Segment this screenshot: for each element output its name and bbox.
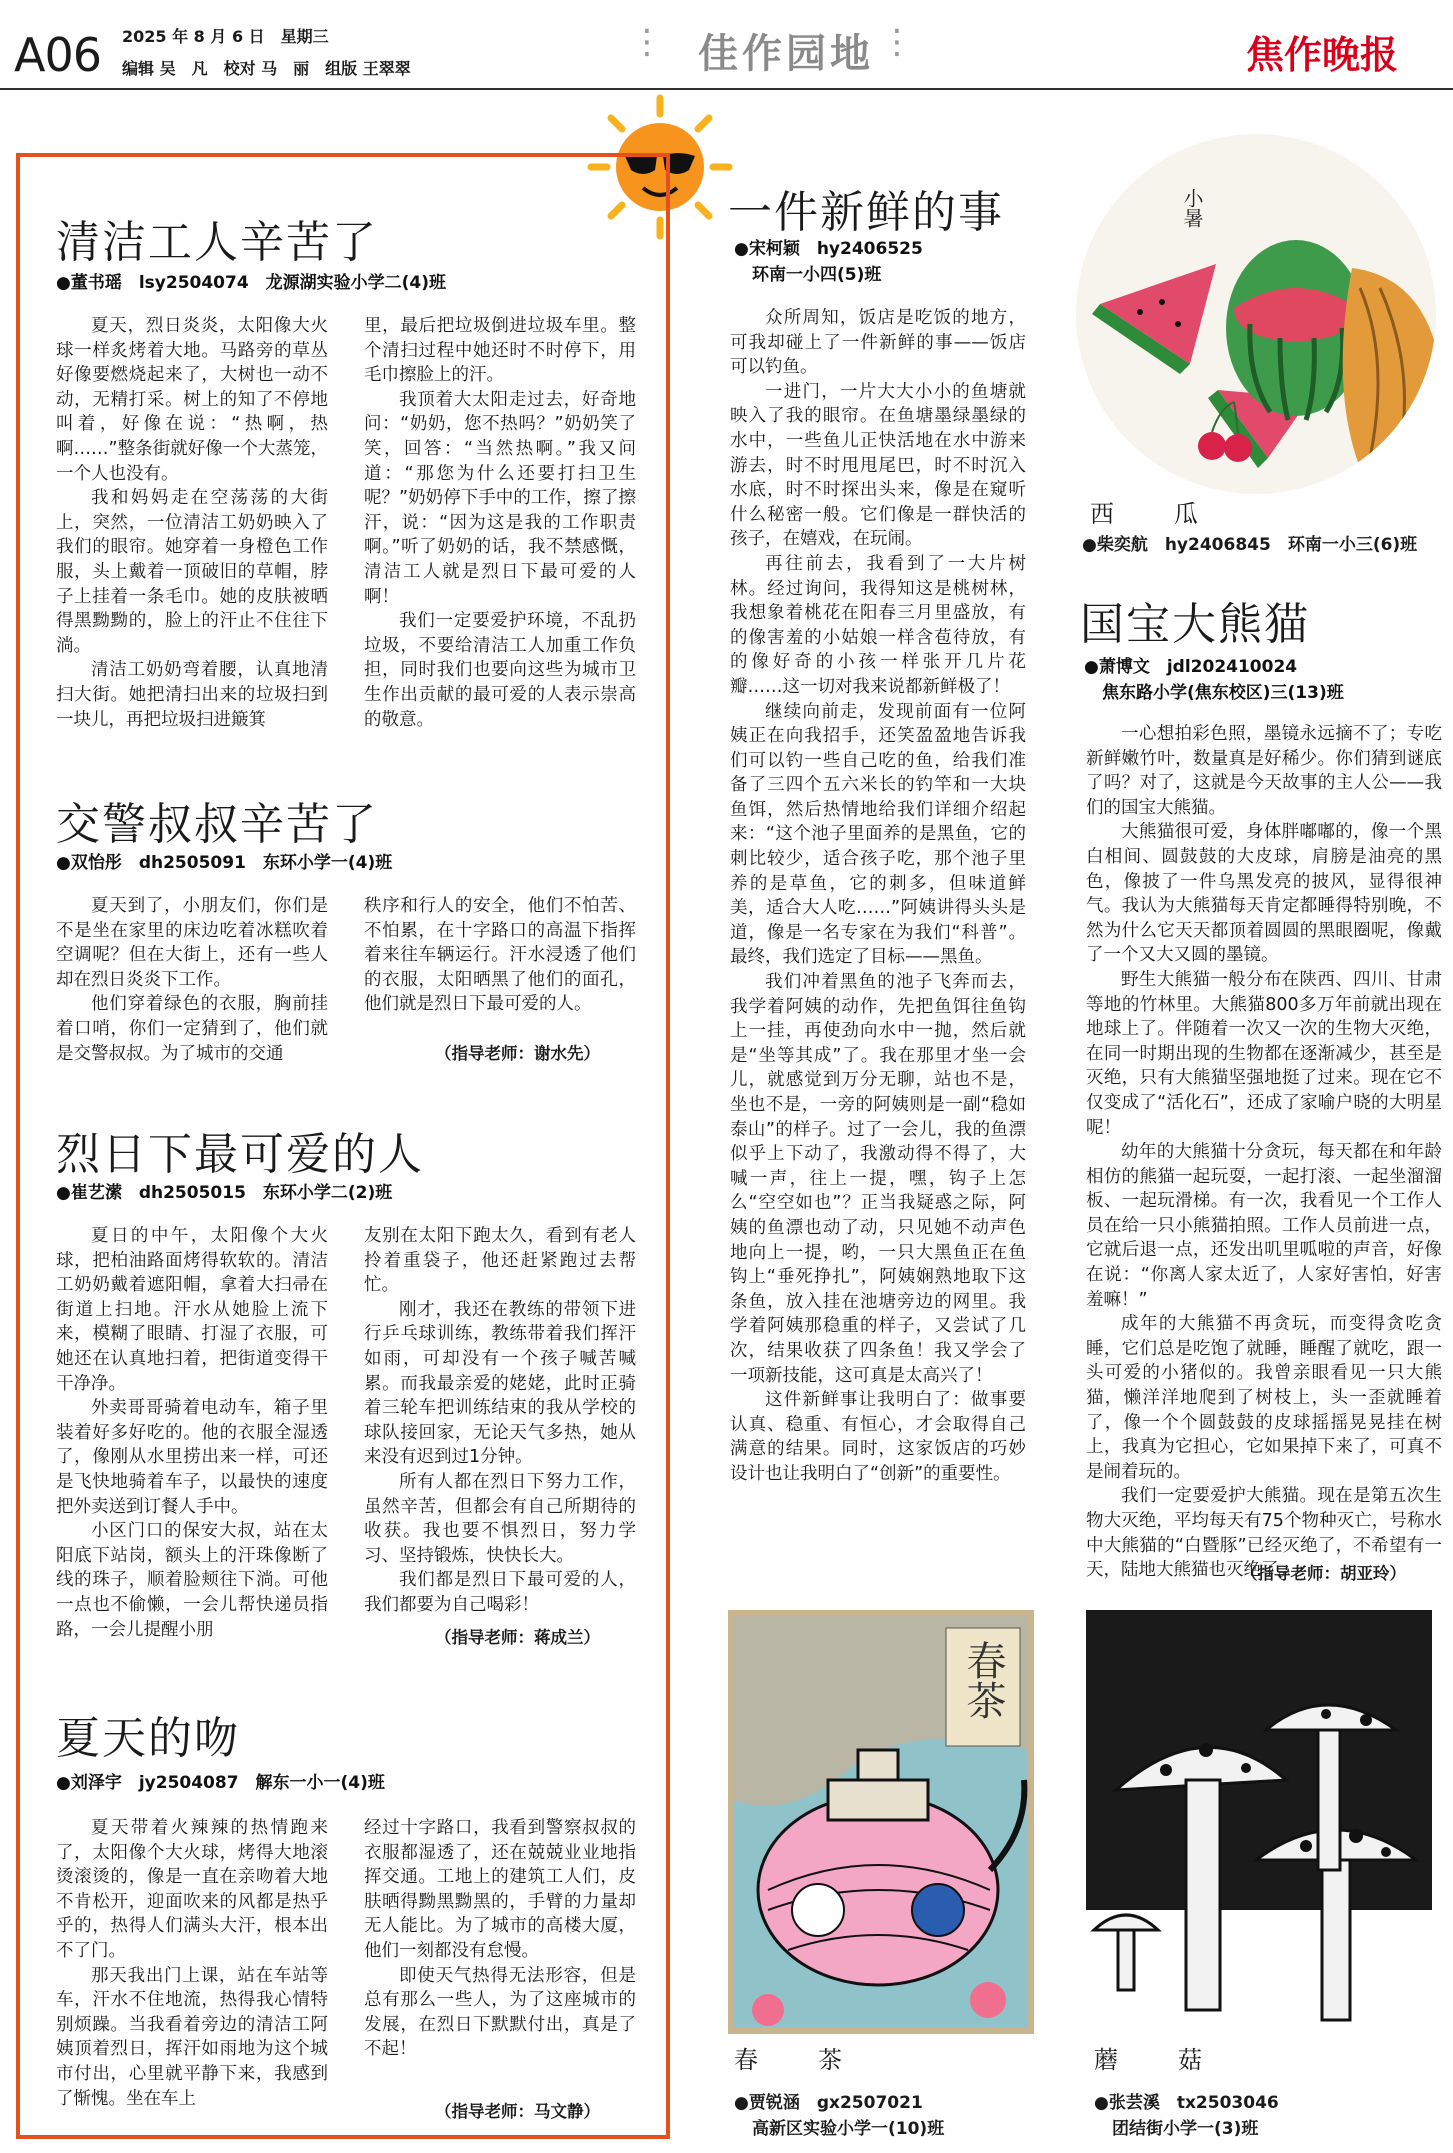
paragraph: 继续向前走，发现前面有一位阿姨正在向我招手，还笑盈盈地告诉我们可以钓一些自己吃的鱼，给我们准备了三四个五六米长的钓竿和一大块鱼饵，然后热情地给我们详细介绍起来：“这个池子里面养的是黑鱼，它的刺比较少，适合孩子吃，那个池子里养的是草鱼，它的刺多，但味道鲜美，适合大人吃……”阿姨讲得头头是道，像是一名专家在为我们“科普”。最终，我们选定了目标——黑鱼。 bbox=[730, 701, 1026, 968]
brand-logo: 焦作晚报 bbox=[1246, 32, 1399, 77]
artwork-title: 蘑 菇 bbox=[1094, 2046, 1220, 2074]
paragraph: 夏天，烈日炎炎，太阳像大火球一样炙烤着大地。马路旁的草丛好像要燃烧起来了，大树也一动不动，无精打采。树上的知了不停地叫着，好像在说：“热啊，热啊……”整条街就好像一个大蒸笼，一个人也没有。 bbox=[56, 316, 328, 484]
paragraph: 我们都是烈日下最可爱的人，我们都要为自己喝彩！ bbox=[364, 1570, 636, 1615]
staff-line: 编辑 吴 凡 校对 马 丽 组版 王翠翠 bbox=[122, 59, 411, 78]
artwork-title: 春 茶 bbox=[734, 2046, 860, 2074]
teacher-credit: （指导老师：蒋成兰） bbox=[435, 1628, 600, 1647]
article-column bbox=[56, 894, 328, 1066]
paragraph: 经过十字路口，我看到警察叔叔的衣服都湿透了，还在兢兢业业地指挥交通。工地上的建筑工人们，皮肤晒得黝黑黝黑的，手臂的力量却无人能比。为了城市的高楼大厦，他们一刻都没有怠慢。 bbox=[364, 1818, 636, 1961]
paragraph: 大熊猫很可爱，身体胖嘟嘟的，像一个黑白相间、圆鼓鼓的大皮球，肩膀是油亮的黑色，像披了一件乌黑发亮的披风，显得很神气。我认为大熊猫每天肯定都睡得特别晚，不然为什么它天天都顶着圆圆的黑眼圈呢，像戴了一个又大又圆的墨镜。 bbox=[1086, 822, 1442, 966]
artwork-title: 西 瓜 bbox=[1090, 500, 1216, 528]
painting-label: 小暑 bbox=[1180, 188, 1204, 228]
article-column bbox=[56, 314, 328, 732]
paragraph: 这件新鲜事让我明白了：做事要认真、稳重、有恒心，才会取得自己满意的结果。同时，这家饭店的巧妙设计也让我明白了“创新”的重要性。 bbox=[730, 1390, 1026, 1484]
article-column bbox=[364, 1224, 636, 1618]
section-title: 佳作园地 bbox=[698, 30, 874, 77]
article-byline: ●董书瑶 lsy2504074 龙源湖实验小学二(4)班 bbox=[56, 273, 447, 293]
article-title: 清洁工人辛苦了 bbox=[56, 217, 378, 268]
paragraph: 小区门口的保安大叔，站在太阳底下站岗，额头上的汗珠像断了线的珠子，顺着脸颊往下淌。可他一点也不偷懒，一会儿帮快递员指路，一会儿提醒小朋 bbox=[56, 1521, 328, 1640]
article-byline: ●崔艺潆 dh2505015 东环小学二(2)班 bbox=[56, 1183, 393, 1203]
article-title: 夏天的吻 bbox=[56, 1713, 240, 1764]
article-title: 国宝大熊猫 bbox=[1080, 599, 1310, 650]
article-column bbox=[1086, 722, 1442, 1583]
page-number: A06 bbox=[14, 28, 102, 82]
paragraph: 夏日的中午，太阳像个大火球，把柏油路面烤得软软的。清洁工奶奶戴着遮阳帽，拿着大扫帚在街道上扫地。汗水从她脸上流下来，模糊了眼睛、打湿了衣服，可她还在认真地扫着，把街道变得干干净净。 bbox=[56, 1226, 328, 1394]
teacher-credit: （指导老师：马文静） bbox=[435, 2102, 600, 2121]
paragraph: 我们冲着黑鱼的池子飞奔而去，我学着阿姨的动作，先把鱼饵往鱼钩上一挂，再使劲向水中一抛，然后就是“坐等其成”了。我在那里才坐一会儿，就感觉到万分无聊，站也不是，坐也不是，一旁的阿姨则是一副“稳如泰山”的样子。过了一会儿，我的鱼漂似乎上下动了，我激动得不得了，大喊一声，往上一提，嘿，钩子上怎么“空空如也”？正当我疑惑之际，阿姨的鱼漂也动了动，只见她不动声色地向上一提，哟，一只大黑鱼正在鱼钩上“垂死挣扎”，阿姨娴熟地取下这条鱼，放入挂在池塘旁边的网里。我学着阿姨那稳重的样子，又尝试了几次，结果收获了四条鱼！我又学会了一项新技能，这可真是太高兴了！ bbox=[730, 972, 1026, 1386]
teacher-credit: （指导老师：谢水先） bbox=[435, 1044, 600, 1063]
paragraph: 我们一定要爱护大熊猫。现在是第五次生物大灭绝，平均每天有75个物种灭亡，号称水中大熊猫的“白暨豚”已经灭绝了，不希望有一天，陆地大熊猫也灭绝了。 bbox=[1086, 1486, 1442, 1581]
article-byline: 焦东路小学(焦东校区)三(13)班 bbox=[1102, 683, 1344, 703]
paragraph: 再往前去，我看到了一大片树林。经过询问，我得知这是桃树林，我想象着桃花在阳春三月里盛放，有的像害羞的小姑娘一样含苞待放，有的像好奇的小孩一样张开几片花瓣……这一切对我来说都新鲜极了！ bbox=[730, 553, 1026, 697]
article-column bbox=[730, 306, 1026, 1487]
paragraph: 成年的大熊猫不再贪玩，而变得贪吃贪睡，它们总是吃饱了就睡，睡醒了就吃，跟一头可爱的小猪似的。我曾亲眼看见一只大熊猫，懒洋洋地爬到了树枝上，头一歪就睡着了，像一个个圆鼓鼓的皮球摇摇晃晃挂在树上，我真为它担心，它如果掉下来了，可真不是闹着玩的。 bbox=[1086, 1314, 1442, 1482]
painting-label: 春茶 bbox=[960, 1640, 1006, 1720]
paragraph: 清洁工奶奶弯着腰，认真地清扫大街。她把清扫出来的垃圾扫到一块儿，再把垃圾扫进簸箕 bbox=[56, 660, 328, 730]
article-byline: 环南一小四(5)班 bbox=[752, 265, 882, 285]
article-title: 交警叔叔辛苦了 bbox=[56, 799, 378, 850]
dots-decoration: ⋮ bbox=[880, 22, 914, 62]
paragraph: 一心想拍彩色照，墨镜永远摘不了；专吃新鲜嫩竹叶，数量真是好稀少。你们猜到谜底了吗？对了，这就是今天故事的主人公——我们的国宝大熊猫。 bbox=[1086, 724, 1442, 818]
paragraph: 里，最后把垃圾倒进垃圾车里。整个清扫过程中她还时不时停下，用毛巾擦脸上的汗。 bbox=[364, 316, 636, 386]
paragraph: 一进门，一片大大小小的鱼塘就映入了我的眼帘。在鱼塘墨绿墨绿的水中，一些鱼儿正快活地在水中游来游去，时不时甩甩尾巴，时不时沉入水底，时不时探出头来，像是在窥听什么秘密一般。它们像是一群快活的孩子，在嬉戏，在玩闹。 bbox=[730, 381, 1026, 550]
teacher-credit: （指导老师：胡亚玲） bbox=[1241, 1564, 1406, 1583]
article-title: 烈日下最可爱的人 bbox=[56, 1129, 424, 1180]
header-rule bbox=[0, 88, 1453, 90]
paragraph: 即使天气热得无法形容，但是总有那么一些人，为了这座城市的发展，在烈日下默默付出，真是了不起！ bbox=[364, 1965, 636, 2060]
paragraph: 友别在太阳下跑太久，看到有老人拎着重袋子，他还赶紧跑过去帮忙。 bbox=[364, 1226, 636, 1296]
paragraph: 我们一定要爱护环境，不乱扔垃圾，不要给清洁工人加重工作负担，同时我们也要向这些为城市卫生作出贡献的最可爱的人表示崇高的敬意。 bbox=[364, 611, 636, 730]
article-byline: ●双怡彤 dh2505091 东环小学一(4)班 bbox=[56, 853, 393, 873]
article-byline: ●刘泽宇 jy2504087 解东一小一(4)班 bbox=[56, 1773, 385, 1793]
paragraph: 那天我出门上课，站在车站等车，汗水不住地流，热得我心情特别烦躁。当我看着旁边的清洁工阿姨顶着烈日，挥汗如雨地为这个城市付出，心里就平静下来，我感到了惭愧。坐在车上 bbox=[56, 1965, 328, 2109]
spring-tea-painting bbox=[728, 1610, 1034, 2034]
article-column bbox=[56, 1816, 328, 2111]
artwork-credit: 团结街小学一(3)班 bbox=[1112, 2119, 1259, 2139]
mushroom-drawing bbox=[1086, 1610, 1432, 2034]
paragraph: 夏天带着火辣辣的热情跑来了，太阳像个大火球，烤得大地滚烫滚烫的，像是一直在亲吻着大地不肯松开，迎面吹来的风都是热乎乎的，热得人们满头大汗，根本出不了门。 bbox=[56, 1818, 328, 1961]
article-byline: ●宋柯颖 hy2406525 bbox=[734, 239, 923, 259]
article-title: 一件新鲜的事 bbox=[728, 187, 1004, 238]
article-column bbox=[364, 1816, 636, 2062]
date-line: 2025 年 8 月 6 日 星期三 bbox=[122, 27, 329, 46]
paragraph: 夏天到了，小朋友们，你们是不是坐在家里的床边吃着冰糕吹着空调呢？但在大街上，还有一些人却在烈日炎炎下工作。 bbox=[56, 896, 328, 990]
paragraph: 众所周知，饭店是吃饭的地方，可我却碰上了一件新鲜的事——饭店可以钓鱼。 bbox=[730, 308, 1026, 378]
artwork-credit: ●贾锐涵 gx2507021 bbox=[734, 2093, 923, 2113]
paragraph: 我顶着大太阳走过去，好奇地问：“奶奶，您不热吗？”奶奶笑了笑，回答：“当然热啊。”我又问道：“那您为什么还要打扫卫生呢？”奶奶停下手中的工作，擦了擦汗，说：“因为这是我的工作职责啊。”听了奶奶的话，我不禁感慨，清洁工人就是烈日下最可爱的人啊！ bbox=[364, 389, 636, 607]
paragraph: 我和妈妈走在空荡荡的大街上，突然，一位清洁工奶奶映入了我们的眼帘。她穿着一身橙色工作服，头上戴着一顶破旧的草帽，脖子上挂着一条毛巾。她的皮肤被晒得黑黝黝的，脸上的汗止不住往下淌。 bbox=[56, 488, 328, 656]
article-column bbox=[364, 894, 636, 1017]
paragraph: 秩序和行人的安全，他们不怕苦、不怕累，在十字路口的高温下指挥着来往车辆运行。汗水浸透了他们的衣服，太阳晒黑了他们的面孔，他们就是烈日下最可爱的人。 bbox=[364, 896, 636, 1015]
watermelon-painting bbox=[1070, 128, 1442, 498]
article-column bbox=[56, 1224, 328, 1642]
article-byline: ●萧博文 jdl202410024 bbox=[1084, 657, 1298, 677]
artwork-credit: ●柴奕航 hy2406845 环南一小三(6)班 bbox=[1082, 535, 1418, 555]
artwork-credit: ●张芸溪 tx2503046 bbox=[1094, 2093, 1279, 2113]
paragraph: 幼年的大熊猫十分贪玩，每天都在和年龄相仿的熊猫一起玩耍，一起打滚、一起坐溜溜板、一起玩滑梯。有一次，我看见一个工作人员在给一只小熊猫拍照。工作人员前进一点，它就后退一点，还发出叽里呱啦的声音，好像在说：“你离人家太近了，人家好害怕，好害羞嘛！” bbox=[1086, 1142, 1442, 1310]
artwork-credit: 高新区实验小学一(10)班 bbox=[752, 2119, 945, 2139]
paragraph: 外卖哥哥骑着电动车，箱子里装着好多好吃的。他的衣服全湿透了，像刚从水里捞出来一样，可还是飞快地骑着车子，以最快的速度把外卖送到订餐人手中。 bbox=[56, 1398, 328, 1517]
paragraph: 野生大熊猫一般分布在陕西、四川、甘肃等地的竹林里。大熊猫800多万年前就出现在地球上了。伴随着一次又一次的生物大灭绝，在同一时期出现的生物都在逐渐减少，甚至是灭绝，只有大熊猫坚强地挺了过来。现在它不仅变成了“活化石”，还成了家喻户晓的大明星呢！ bbox=[1086, 969, 1442, 1138]
article-column bbox=[364, 314, 636, 732]
paragraph: 刚才，我还在教练的带领下进行乒乓球训练，教练带着我们挥汗如雨，可却没有一个孩子喊苦喊累。而我最亲爱的姥姥，此时正骑着三轮车把训练结束的我从学校的球队接回家，无论天气多热，她从来没有迟到过1分钟。 bbox=[364, 1299, 636, 1468]
paragraph: 他们穿着绿色的衣服，胸前挂着口哨，你们一定猜到了，他们就是交警叔叔。为了城市的交通 bbox=[56, 994, 328, 1064]
dots-decoration: ⋮ bbox=[630, 22, 664, 62]
paragraph: 所有人都在烈日下努力工作，虽然辛苦，但都会有自己所期待的收获。我也要不惧烈日，努力学习、坚持锻炼，快快长大。 bbox=[364, 1471, 636, 1566]
